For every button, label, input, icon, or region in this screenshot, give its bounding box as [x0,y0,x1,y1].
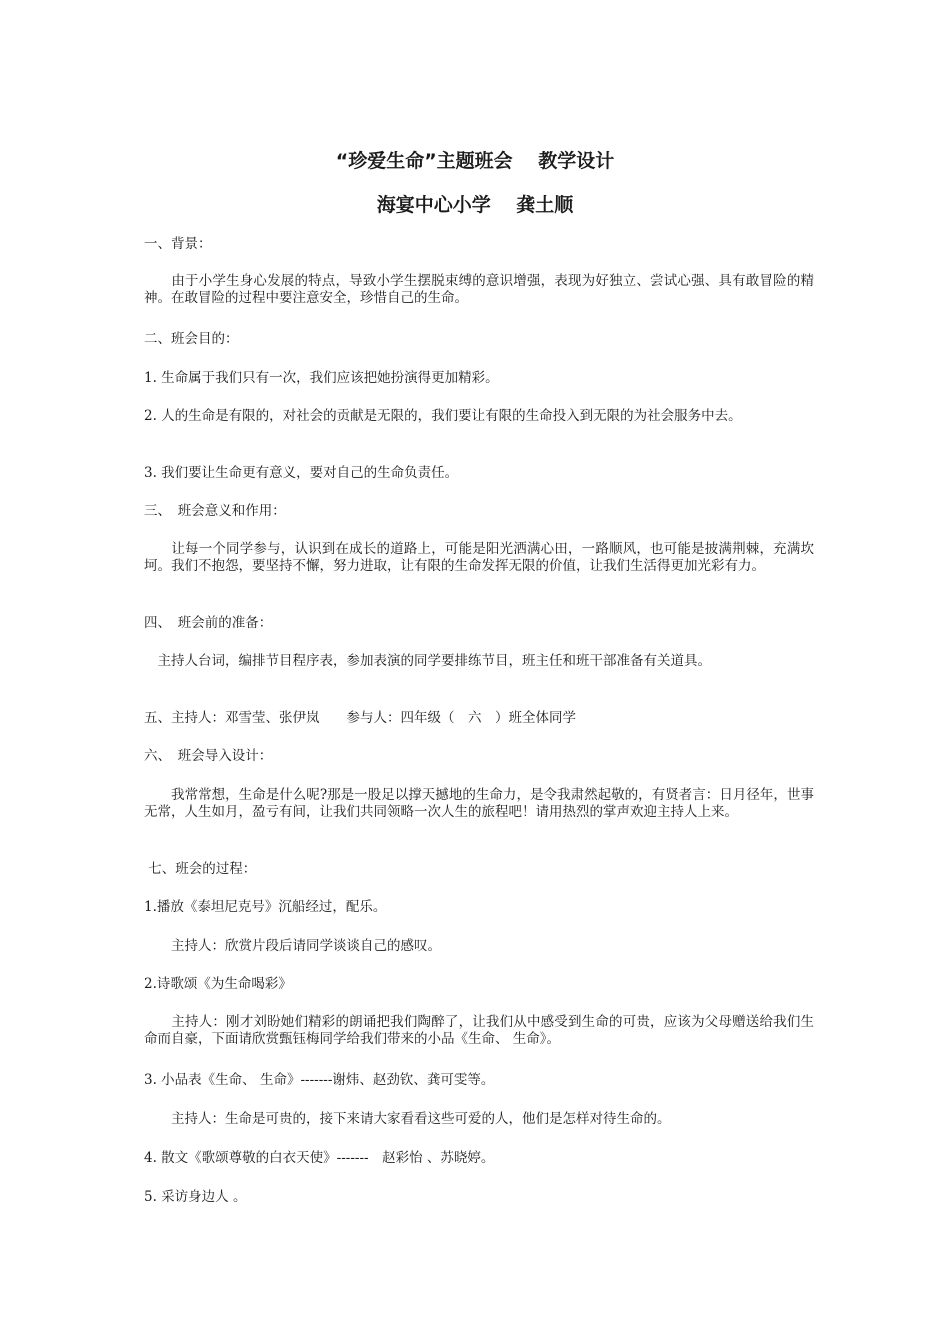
document-subtitle: 海宴中心小学 龚土顺 [376,194,574,216]
document-title: “珍爱生命”主题班会 教学设计 [335,150,615,172]
process-step-2-host: 主持人：刚才刘盼她们精彩的朗诵把我们陶醉了，让我们从中感受到生命的可贵，应该为父母赠送给我们生命而自豪，下面请欣赏甄钰梅同学给我们带来的小品《生命、 生命》。 [144,1014,814,1047]
process-step-1: 1.播放《泰坦尼克号》沉船经过，配乐。 [144,899,387,915]
intro-heading: 六、 班会导入设计： [144,748,273,764]
prep-paragraph: 主持人台词，编排节目程序表，参加表演的同学要排练节目，班主任和班干部准备有关道具。 [144,653,711,669]
prep-heading: 四、 班会前的准备： [144,615,273,631]
process-step-3-host: 主持人：生命是可贵的，接下来请大家看看这些可爱的人，他们是怎样对待生命的。 [144,1111,671,1127]
meaning-paragraph: 让每一个同学参与，认识到在成长的道路上，可能是阳光洒满心田，一路顺风，也可能是披满荆棘，充满坎坷。我们不抱怨，要坚持不懈，努力进取，让有限的生命发挥无限的价值，让我们生活得更加光彩有力。 [144,541,814,574]
background-paragraph: 由于小学生身心发展的特点，导致小学生摆脱束缚的意识增强，表现为好独立、尝试心强、具有敢冒险的精神。在敢冒险的过程中要注意安全，珍惜自己的生命。 [144,273,814,306]
hosts-line: 五、主持人：邓雪莹、张伊岚 参与人：四年级（ 六 ）班全体同学 [144,710,576,726]
goal-item-1: 1. 生命属于我们只有一次，我们应该把她扮演得更加精彩。 [144,370,499,386]
process-heading: 七、班会的过程： [144,861,257,877]
meaning-heading: 三、 班会意义和作用： [144,503,286,519]
process-step-1-host: 主持人：欣赏片段后请同学谈谈自己的感叹。 [144,938,441,954]
process-step-2: 2.诗歌颂《为生命喝彩》 [144,976,292,992]
intro-paragraph: 我常常想，生命是什么呢?那是一股足以撑天撼地的生命力，是令我肃然起敬的，有贤者言：日月径年，世事无常，人生如月，盈亏有间，让我们共同领略一次人生的旅程吧！请用热烈的掌声欢迎主持人上来。 [144,787,814,820]
goals-heading: 二、班会目的： [144,331,239,347]
process-step-3: 3. 小品表《生命、 生命》-------谢炜、赵劲钦、龚可雯等。 [144,1072,495,1088]
process-step-4: 4. 散文《歌颂尊敬的白衣天使》------- 赵彩怡 、苏晓婷。 [144,1150,495,1166]
background-heading: 一、背景： [144,236,212,252]
process-step-5: 5. 采访身边人 。 [144,1189,247,1205]
goal-item-3: 3. 我们要让生命更有意义，要对自己的生命负责任。 [144,465,459,481]
goal-item-2: 2. 人的生命是有限的，对社会的贡献是无限的，我们要让有限的生命投入到无限的为社会服务中去。 [144,408,742,424]
